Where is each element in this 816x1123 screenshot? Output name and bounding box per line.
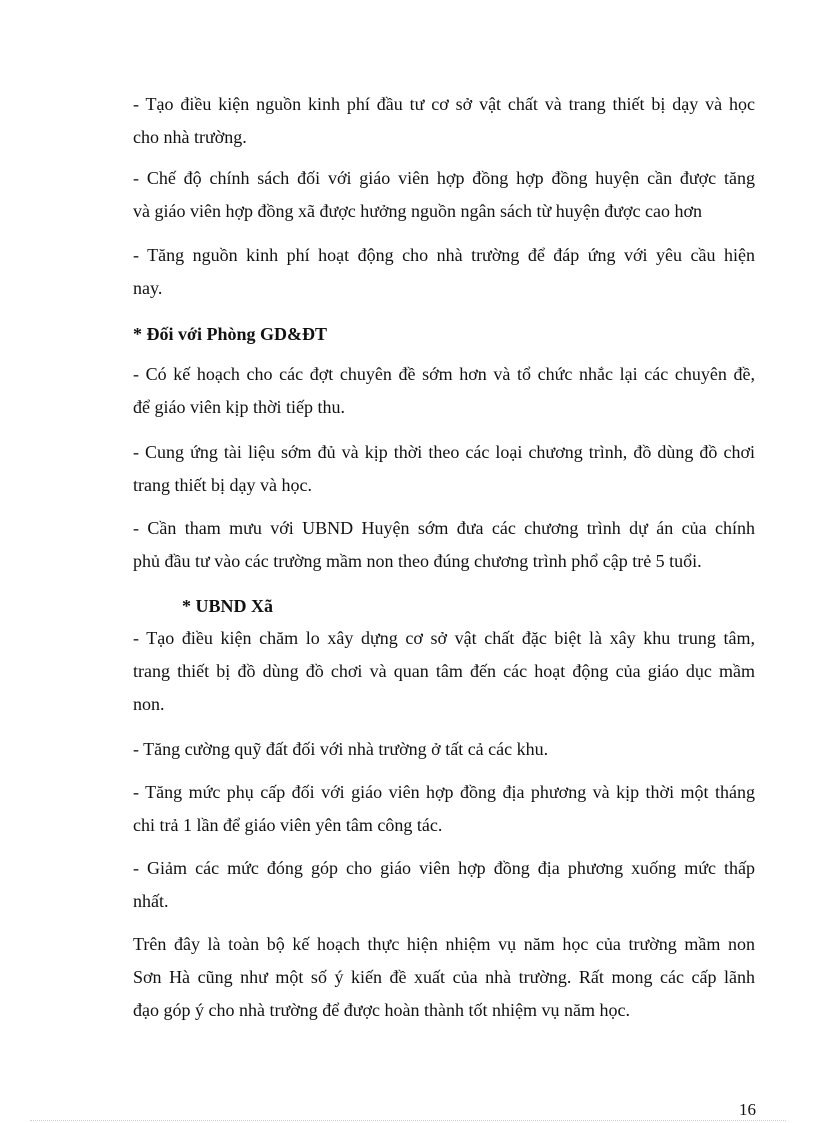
paragraph-line: trang thiết bị đồ dùng đồ chơi và quan tâm đến các hoạt động của giáo dục mầm bbox=[133, 661, 755, 681]
heading-phong-gd-dt: * Đối với Phòng GD&ĐT bbox=[133, 324, 327, 344]
paragraph-line: - Tăng nguồn kinh phí hoạt động cho nhà trường để đáp ứng với yêu cầu hiện bbox=[133, 245, 755, 265]
paragraph-line: - Chế độ chính sách đối với giáo viên hợp đồng hợp đồng huyện cần được tăng bbox=[133, 168, 755, 188]
paragraph-line: - Giảm các mức đóng góp cho giáo viên hợp đồng địa phương xuống mức thấp bbox=[133, 858, 755, 878]
paragraph-line: đạo góp ý cho nhà trường để được hoàn thành tốt nhiệm vụ năm học. bbox=[133, 1000, 630, 1020]
paragraph-contributions bbox=[133, 852, 755, 918]
paragraph-line: chi trả 1 lần để giáo viên yên tâm công tác. bbox=[133, 815, 443, 835]
page-number: 16 bbox=[739, 1100, 756, 1119]
paragraph-line: Sơn Hà cũng như một số ý kiến đề xuất của nhà trường. Rất mong các cấp lãnh bbox=[133, 967, 755, 987]
paragraph-land-fund bbox=[133, 733, 755, 766]
paragraph-line: - Tăng mức phụ cấp đối với giáo viên hợp đồng địa phương và kịp thời một tháng bbox=[133, 782, 755, 802]
paragraph-line: trang thiết bị dạy và học. bbox=[133, 475, 312, 495]
paragraph-line: - Cung ứng tài liệu sớm đủ và kịp thời theo các loại chương trình, đồ dùng đồ chơi bbox=[133, 442, 755, 462]
paragraph-line: và giáo viên hợp đồng xã được hưởng nguồn ngân sách từ huyện được cao hơn bbox=[133, 201, 702, 221]
paragraph-line: nay. bbox=[133, 278, 163, 298]
paragraph-central-site bbox=[133, 622, 755, 721]
heading-ubnd-xa: * UBND Xã bbox=[182, 596, 274, 616]
paragraph-line: cho nhà trường. bbox=[133, 127, 247, 147]
paragraph-line: - Có kế hoạch cho các đợt chuyên đề sớm hơn và tổ chức nhắc lại các chuyên đề, bbox=[133, 364, 755, 384]
paragraph-materials-supply bbox=[133, 436, 755, 502]
paragraph-line: Trên đây là toàn bộ kế hoạch thực hiện nhiệm vụ năm học của trường mầm non bbox=[133, 934, 755, 954]
paragraph-line: - Tạo điều kiện nguồn kinh phí đầu tư cơ sở vật chất và trang thiết bị dạy và học bbox=[133, 94, 755, 114]
paragraph-allowance bbox=[133, 776, 755, 842]
paragraph-operating-funds bbox=[133, 239, 755, 305]
paragraph-line: - Tăng cường quỹ đất đối với nhà trường ở tất cả các khu. bbox=[133, 739, 549, 759]
paragraph-line: - Tạo điều kiện chăm lo xây dựng cơ sở vật chất đặc biệt là xây khu trung tâm, bbox=[133, 628, 755, 648]
paragraph-training-plan bbox=[133, 358, 755, 424]
paragraph-conclusion bbox=[133, 928, 755, 1027]
paragraph-teacher-policy bbox=[133, 162, 755, 228]
paragraph-line: non. bbox=[133, 694, 165, 714]
footer-divider bbox=[30, 1120, 786, 1121]
paragraph-line: nhất. bbox=[133, 891, 169, 911]
paragraph-line: để giáo viên kịp thời tiếp thu. bbox=[133, 397, 345, 417]
paragraph-government-projects bbox=[133, 512, 755, 578]
paragraph-line: phủ đầu tư vào các trường mầm non theo đúng chương trình phổ cập trẻ 5 tuổi. bbox=[133, 551, 702, 571]
paragraph-funding-facilities bbox=[133, 88, 755, 154]
paragraph-line: - Cần tham mưu với UBND Huyện sớm đưa các chương trình dự án của chính bbox=[133, 518, 755, 538]
